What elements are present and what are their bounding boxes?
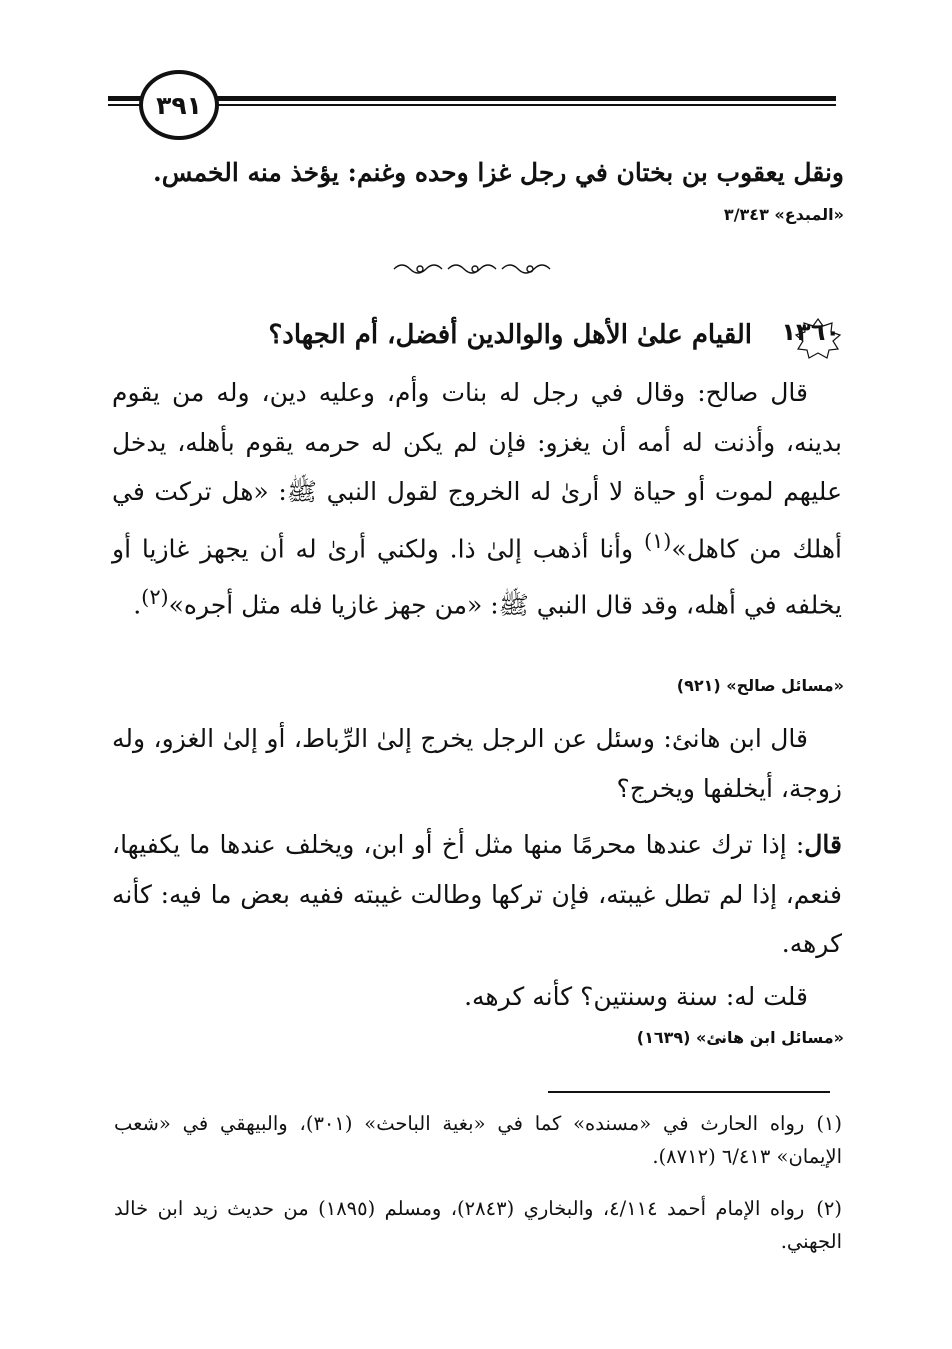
answer-text: : إذا ترك عندها محرمًا منها مثل أخ أو ابن، ويخلف عندها ما يكفيها، فنعم، إذا لم تطل غيبته، فإن تركها وطالت غيبته ففيه بعض ما فيه: كأنه كرهه. xyxy=(112,830,842,958)
question-number: ١٣٦٠ xyxy=(781,318,840,346)
footnote-ref-1: (١) xyxy=(643,528,672,553)
footnote-1-text: رواه الحارث في «مسنده» كما في «بغية الباحث» (٣٠١)، والبيهقي في «شعب الإيمان» ٦/٤١٣ (٨٧١٢). xyxy=(114,1112,842,1168)
answer-keyword: قال xyxy=(804,830,842,859)
paragraph-ibn-hani-question: قال ابن هانئ: وسئل عن الرجل يخرج إلىٰ الرِّباط، أو إلىٰ الغزو، وله زوجة، أيخلفها ويخرج؟ xyxy=(112,724,842,803)
footnote-2-text: رواه الإمام أحمد ٤/١١٤، والبخاري (٢٨٤٣)، ومسلم (١٨٩٥) من حديث زيد ابن خالد الجهني. xyxy=(114,1197,842,1253)
paragraph-saleh-end: . xyxy=(133,590,142,620)
paragraph-saleh-source: «مسائل صالح» (٩٢١) xyxy=(676,676,844,695)
footnote-2 xyxy=(114,1192,842,1258)
paragraph-followup: قلت له: سنة وسنتين؟ كأنه كرهه. xyxy=(464,982,808,1011)
ornament-divider xyxy=(390,259,560,279)
footnote-2-mark: (٢) xyxy=(816,1197,842,1220)
footnote-ref-2: (٢) xyxy=(141,585,169,610)
question-title: القيام علىٰ الأهل والوالدين أفضل، أم الجهاد؟ xyxy=(268,320,752,350)
paragraph-saleh-text: قال صالح: وقال في رجل له بنات وأم، وعليه دين، وله من يقوم بدينه، وأذنت له أمه أن يغزو: فإن لم يكن له حرمه يقوم بأهله، يدخل عليهم لموت أو حياة لا أرىٰ له الخروج لقول النبي ﷺ: «هل تركت في أهلك من كاهل» xyxy=(112,378,842,563)
footnote-separator xyxy=(548,1091,830,1093)
paragraph-saleh-text-2: وأنا أذهب إلىٰ ذا. ولكني أرىٰ له أن يجهز غازيا أو يخلفه في أهله، وقد قال النبي ﷺ: «من جهز غازيا فله مثل أجره» xyxy=(112,533,842,620)
intro-text: ونقل يعقوب بن بختان في رجل غزا وحده وغنم: يؤخذ منه الخمس. xyxy=(153,158,844,187)
page-number: ٣٩١ xyxy=(139,70,219,140)
paragraph-saleh xyxy=(112,368,842,630)
paragraph-answer xyxy=(112,820,842,969)
paragraph-followup-source: «مسائل ابن هانئ» (١٦٣٩) xyxy=(636,1028,844,1047)
footnote-1 xyxy=(114,1107,842,1173)
footnote-1-mark: (١) xyxy=(816,1112,843,1135)
intro-source: «المبدع» ٣/٣٤٣ xyxy=(723,205,844,224)
